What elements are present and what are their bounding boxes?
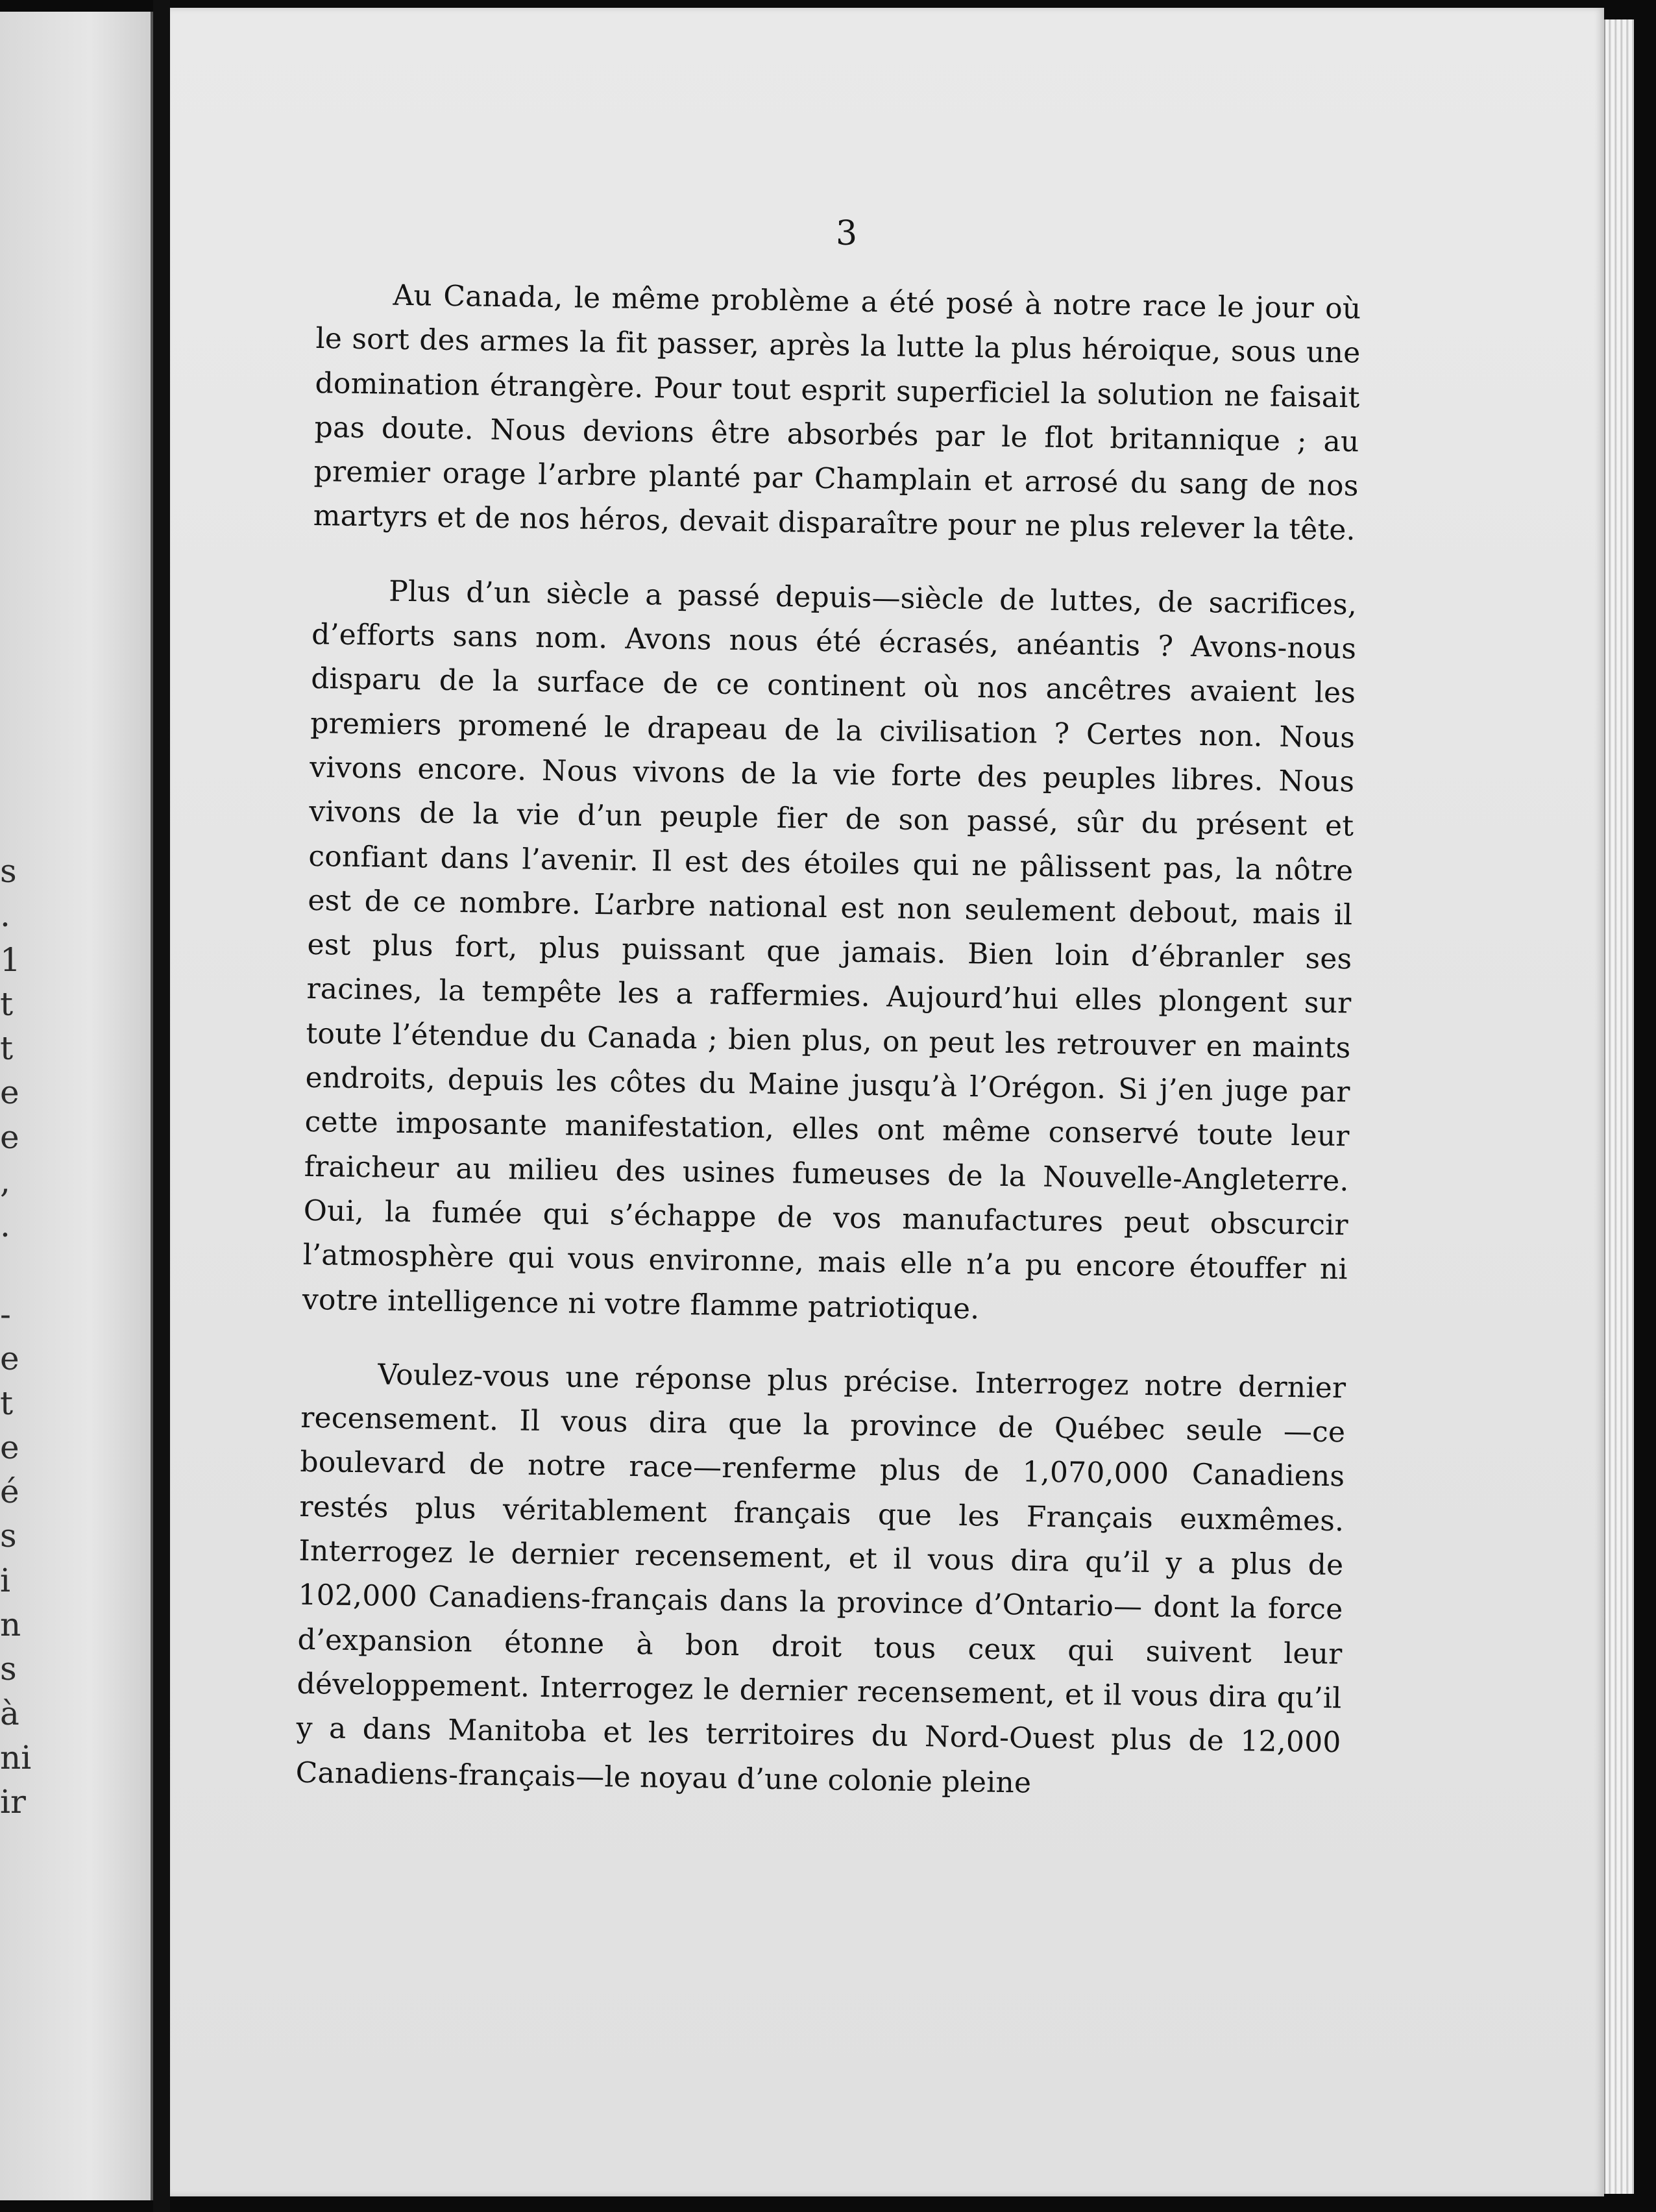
paragraph-3: Voulez-vous une réponse plus précise. Interrogez notre dernier recensement. Il vous dira que la province de Québec seule —ce boulevard de notre race—renferme plus de 1,070,000 Canadiens restés plus véritablement français que les Français euxmêmes. Interrogez le dernier recensement, et il vous dira qu’il y a plus de 102,000 Canadiens-français dans la province d’Ontario— dont la force d’expansion étonne à bon droit tous ceux qui suivent leur développement. Interrogez le dernier recensement, et il vous dira qu’il y a dans Manitoba et les territoires du Nord-Ouest plus de 12,000 Canadiens-français—le noyau d’une colonie pleine [295,1358,1346,1800]
page-stack-edge [1604,19,1634,2194]
paragraph-1: Au Canada, le même problème a été posé à notre race le jour où le sort des armes la fit passer, après la lutte la plus héroique, sous une domination étrangère. Pour tout esprit superficiel la solution ne faisait pas doute. Nous devions être absorbés par le flot britannique ; au premier orage l’arbre planté par Champlain et arrosé du sang de nos martyrs et de nos héros, devait disparaître pour ne plus relever la tête. [313,278,1361,547]
page-number: 3 [836,214,858,253]
left-page-cut-text: s . 1 t t e e , . - e t e é s i n s à ni ir [0,852,32,1821]
left-page-edge [0,12,153,2200]
book-gutter [153,0,170,2212]
paragraph-2: Plus d’un siècle a passé depuis—siècle de luttes, de sacrifices, d’efforts sans nom. Avons nous été écrasés, anéantis ? Avons-nous disparu de la surface de ce continent où nos ancêtres avaient les premiers promené le drapeau de la civilisation ? Certes non. Nous vivons encore. Nous vivons de la vie forte des peuples libres. Nous vivons de la vie d’un peuple fier de son passé, sûr du présent et confiant dans l’avenir. Il est des étoiles qui ne pâlissent pas, la nôtre est de ce nombre. L’arbre national est non seulement debout, mais il est plus fort, plus puissant que jamais. Bien loin d’ébranler ses racines, la tempête les a raffermies. Aujourd’hui elles plongent sur toute l’étendue du Canada ; bien plus, on peut les retrouver en maints endroits, depuis les côtes du Maine jusqu’à l’Orégon. Si j’en juge par cette imposante manifestation, elles ont même conservé toute leur fraicheur au milieu des usines fumeuses de la Nouvelle-Angleterre. Oui, la fumée qui s’échappe de vos manufactures peut obscurcir l’atmosphère qui vous environne, mais elle n’a pu encore étouffer ni votre intelligence ni votre flamme patriotique. [302,574,1358,1325]
body-text [295,273,1361,1839]
